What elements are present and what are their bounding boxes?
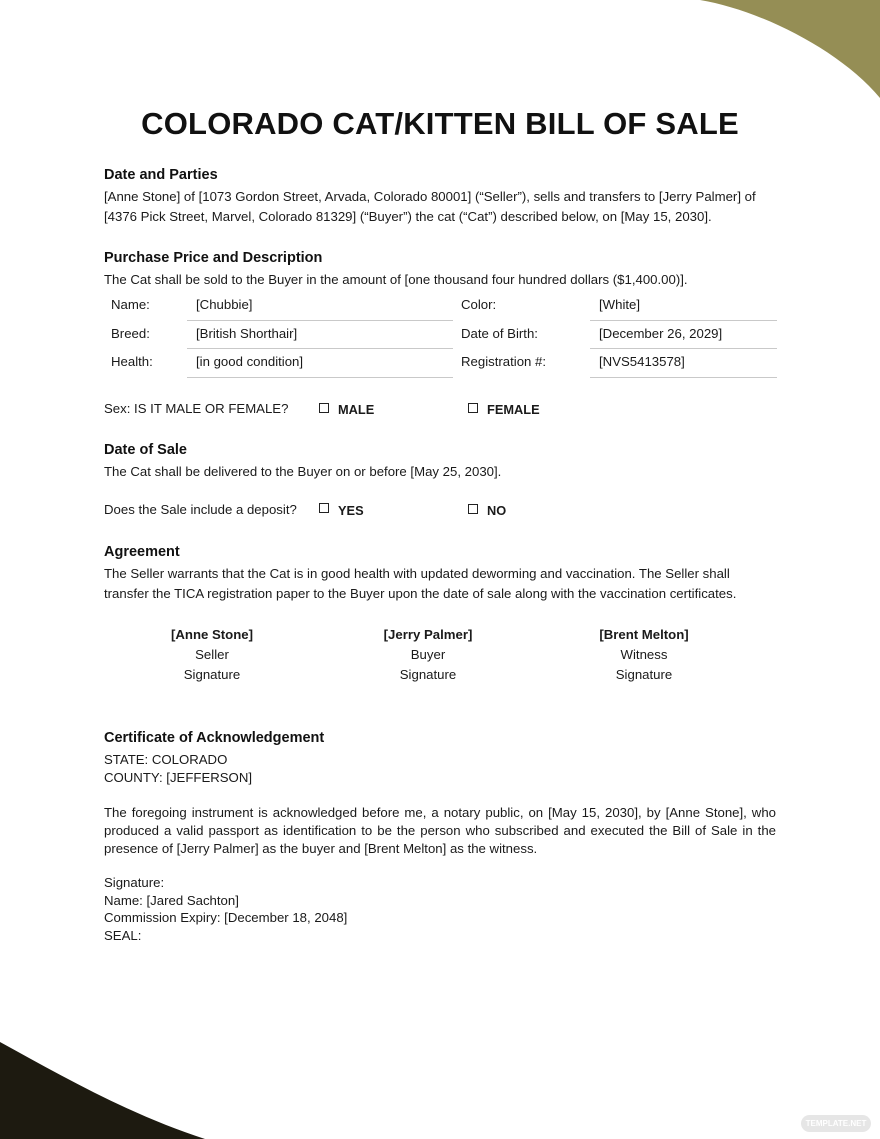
state-line: STATE: COLORADO [104,752,228,767]
notary-name-line: Name: [Jared Sachton] [104,892,239,908]
color-value: [White] [599,297,641,312]
jurisdiction-block [104,751,252,786]
heading-agreement: Agreement [104,544,180,560]
no-checkbox[interactable] [468,504,478,514]
document-title: COLORADO CAT/KITTEN BILL OF SALE [141,106,739,141]
seller-role: Seller [195,647,229,662]
signatory-seller [122,625,302,685]
heading-purchase-price: Purchase Price and Description [104,250,323,266]
dob-value: [December 26, 2029] [599,326,723,341]
registration-value: [NVS5413578] [599,354,685,369]
commission-expiry-line: Commission Expiry: [December 18, 2048] [104,910,348,926]
registration-label: Registration #: [461,354,547,369]
buyer-role: Buyer [410,647,446,662]
buyer-signature-caption: Signature [399,667,457,682]
health-underline [187,377,453,378]
top-right-swoosh [700,0,880,98]
parties-line-1: [Anne Stone] of [1073 Gordon Street, Arvada, Colorado 80001] (“Seller”), sells and transfers to [Jerry Palmer] of [104,189,756,204]
signatory-buyer [338,625,518,685]
heading-certificate: Certificate of Acknowledgement [104,730,325,746]
agreement-line-2: transfer the TICA registration paper to the Buyer upon the date of sale along with the vaccination certificates. [104,586,737,601]
color-underline [590,320,777,321]
registration-underline [590,377,777,378]
watermark-badge: TEMPLATE.NET [801,1115,871,1132]
certificate-body: The foregoing instrument is acknowledged before me, a notary public, on [May 15, 2030], by [Anne Stone], who produced a valid passport as identification to be the person who subscribed and executed the Bill of Sale in the presence of [Jerry Palmer] as the buyer and [Brent Melton] as the witness. [104,805,776,856]
female-option-label: FEMALE [487,402,540,417]
breed-underline [187,348,453,349]
female-checkbox[interactable] [468,403,478,413]
parties-line-2: [4376 Pick Street, Marvel, Colorado 81329] (“Buyer”) the cat (“Cat”) described below, on [May 15, 2030]. [104,209,712,224]
health-value: [in good condition] [196,354,304,369]
no-option-label: NO [487,503,507,518]
seal-line: SEAL: [104,927,142,943]
seller-signature-caption: Signature [183,667,241,682]
sex-question: Sex: IS IT MALE OR FEMALE? [104,401,289,416]
name-underline [187,320,453,321]
yes-checkbox[interactable] [319,503,329,513]
witness-role: Witness [620,647,668,662]
breed-label: Breed: [111,326,150,341]
dob-label: Date of Birth: [461,326,538,341]
buyer-name: [Jerry Palmer] [383,627,473,642]
male-option-label: MALE [338,402,375,417]
dob-underline [590,348,777,349]
agreement-paragraph [104,564,776,604]
notary-block [104,874,347,944]
breed-value: [British Shorthair] [196,326,298,341]
deposit-question: Does the Sale include a deposit? [104,502,297,517]
heading-date-and-parties: Date and Parties [104,167,218,183]
witness-signature-caption: Signature [615,667,673,682]
seller-name: [Anne Stone] [170,627,254,642]
signatory-witness [554,625,734,685]
purchase-price-text: The Cat shall be sold to the Buyer in the amount of [one thousand four hundred dollars ($1,400.00)]. [104,272,688,287]
male-checkbox[interactable] [319,403,329,413]
heading-date-of-sale: Date of Sale [104,442,187,458]
name-value: [Chubbie] [196,297,253,312]
yes-option-label: YES [338,503,364,518]
agreement-line-1: The Seller warrants that the Cat is in good health with updated deworming and vaccination. The Seller shall [104,566,730,581]
name-label: Name: [111,297,150,312]
health-label: Health: [111,354,153,369]
county-line: COUNTY: [JEFFERSON] [104,769,253,785]
bottom-left-swoosh [0,1042,205,1139]
color-label: Color: [461,297,497,312]
date-of-sale-text: The Cat shall be delivered to the Buyer on or before [May 25, 2030]. [104,464,502,479]
parties-paragraph [104,187,776,227]
notary-signature-line: Signature: [104,875,165,890]
witness-name: [Brent Melton] [599,627,689,642]
